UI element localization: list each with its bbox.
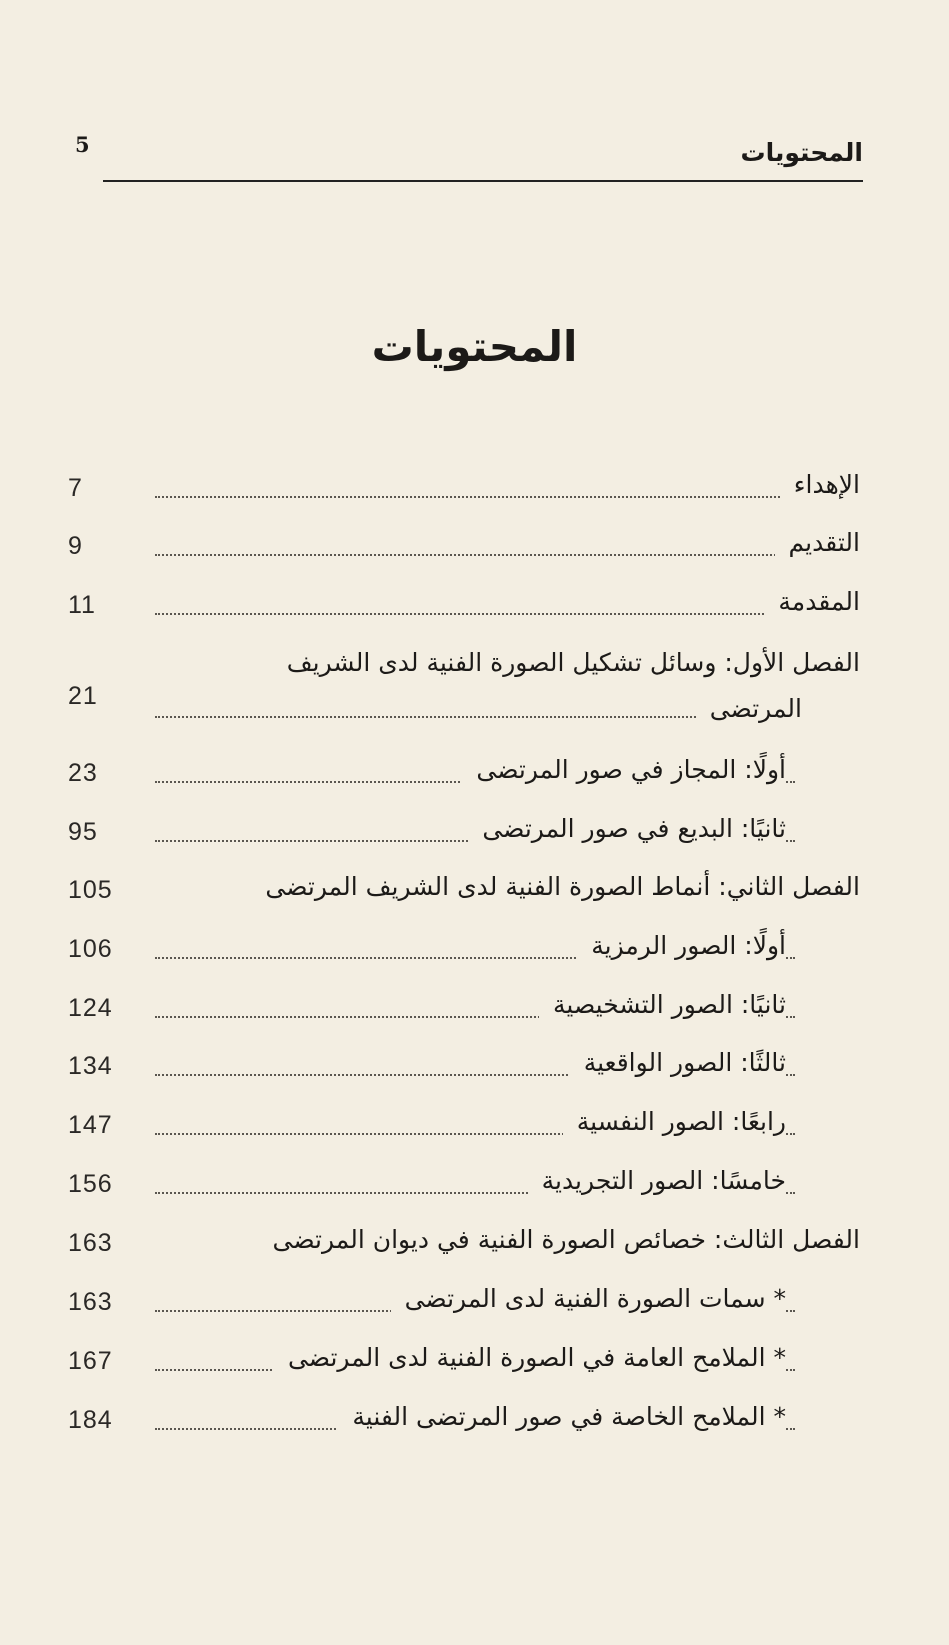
page-ref: 134 [68, 1052, 113, 1080]
page-number: 5 [75, 132, 90, 157]
entry-label: الإهداء [780, 470, 860, 499]
entry-label: * الملامح العامة في الصورة الفنية لدى المرتضى [274, 1343, 786, 1372]
entry-label: المقدمة [764, 587, 860, 616]
entry-label: * الملامح الخاصة في صور المرتضى الفنية [338, 1402, 786, 1431]
toc-entry [60, 1097, 860, 1155]
page-ref: 106 [68, 935, 113, 963]
toc-entry [60, 1333, 860, 1391]
page-ref: 105 [68, 876, 113, 904]
entry-label: ثالثًا: الصور الواقعية [570, 1048, 786, 1077]
dot-leader [155, 494, 815, 498]
page-ref: 156 [68, 1170, 113, 1198]
entry-label: الفصل الأول: وسائل تشكيل الصورة الفنية لدى الشريف [273, 648, 860, 677]
toc-entry [60, 1215, 860, 1273]
page-ref: 163 [68, 1288, 113, 1316]
page-ref: 9 [68, 532, 83, 560]
page-ref: 11 [68, 591, 96, 619]
page-ref: 167 [68, 1347, 113, 1375]
toc-entry [60, 804, 860, 862]
toc-title: المحتويات [371, 322, 578, 371]
page-ref: 124 [68, 994, 113, 1022]
entry-label: ثانيًا: البديع في صور المرتضى [468, 814, 786, 843]
page-ref: 163 [68, 1229, 113, 1257]
toc-entry [60, 577, 860, 635]
dot-leader [155, 611, 815, 615]
entry-label: ثانيًا: الصور التشخيصية [539, 990, 786, 1019]
entry-label: أولًا: المجاز في صور المرتضى [462, 755, 786, 784]
toc-entry [60, 1274, 860, 1332]
dot-leader [155, 552, 815, 556]
entry-label-continued: المرتضى [696, 694, 802, 723]
toc-entry [60, 460, 860, 518]
page-ref: 147 [68, 1111, 113, 1139]
entry-label: أولًا: الصور الرمزية [577, 931, 786, 960]
toc-entry [60, 921, 860, 979]
entry-label: الفصل الثالث: خصائص الصورة الفنية في ديوان المرتضى [258, 1225, 860, 1254]
toc-entry [60, 518, 860, 576]
toc-entry [60, 1156, 860, 1214]
page-ref: 7 [68, 474, 83, 502]
toc-entry [60, 638, 860, 738]
running-title: المحتويات [740, 138, 863, 167]
page-ref: 95 [68, 818, 98, 846]
page-ref: 21 [68, 682, 98, 710]
entry-label: التقديم [775, 528, 860, 557]
entry-label: رابعًا: الصور النفسية [563, 1107, 786, 1136]
toc-entry [60, 745, 860, 803]
page-ref: 23 [68, 759, 98, 787]
toc-entry [60, 1038, 860, 1096]
page-ref: 184 [68, 1406, 113, 1434]
entry-label: * سمات الصورة الفنية لدى المرتضى [391, 1284, 786, 1313]
entry-label: خامسًا: الصور التجريدية [528, 1166, 786, 1195]
toc-entry [60, 1392, 860, 1450]
toc-entry [60, 862, 860, 920]
toc-entry [60, 980, 860, 1038]
entry-label: الفصل الثاني: أنماط الصورة الفنية لدى الشريف المرتضى [251, 872, 860, 901]
